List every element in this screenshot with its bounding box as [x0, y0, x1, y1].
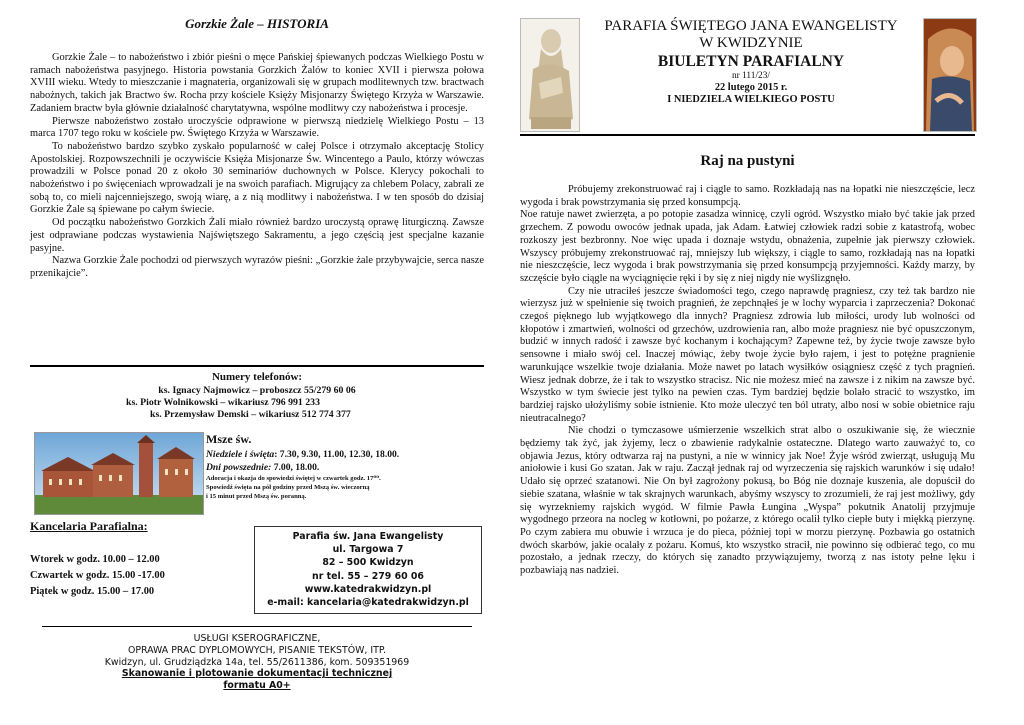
ksero-line-3: Kwidzyn, ul. Grudziądzka 14a, tel. 55/2611386, kom. 509351969 — [104, 656, 410, 668]
header-issue: nr 111/23/ — [731, 71, 771, 81]
header-divider — [520, 134, 975, 136]
article-title: Raj na pustyni — [700, 153, 795, 169]
history-paragraph-3: To nabożeństwo bardzo szybko zyskało popularność w całej Polsce i otrzymało akceptację Stolicy Apostolskiej. Rozpowszechnili je oczywiście Księża Misjonarze Św. Wincentego a Paulo, którzy wówczas prowadzili w Polsce ponad 20 z około 30 seminariów duchownych w Polsce. Klerycy pokochali to nabożeństwo i po święceniach wprowadzali je na swoich parafiach. Migrujący za chlebem Polacy, zabrali ze sobą to, co mieli najcenniejszego, swoją wiarę, a z nią modlitwy i nabożeństwa. I w ten sposób do dzisiaj Gorzkie Żale są śpiewane po całym świecie. — [30, 140, 484, 216]
address-line-1: Parafia św. Jana Ewangelisty — [292, 531, 444, 542]
saint-statue-image — [520, 18, 580, 132]
castle-illustration — [35, 433, 203, 514]
header-city: W KWIDZYNIE — [699, 35, 803, 51]
article-paragraph-1: Próbujemy zrekonstruować raj i ciągle to samo. Rozkładają nas na łopatki nie nieszczęście, lecz wygoda i brak powstrzymania się przed konsumpcją. — [520, 184, 975, 208]
article-paragraph-4: Nie chodzi o tymczasowe uśmierzenie wszelkich strat albo o oszukiwanie się, że wiecznie będziemy tak żyć, jak żyjemy, lecz o zbawienie radykalnie ostateczne. Dlatego warto zauważyć to, co objawia Jezus, który odtwarza raj na pustyni, a nie w winnicy jak Noe! Żyje wśród zwierząt, usługują Mu aniołowie i kusi Go szatan. Jak w raju. Zaczął jednak raj od wyrzeczenia się rajskich warunków i się udało! Udało się oprzeć szatanowi. Nie On był zagrożony pokusą, bo Bóg nie doznaje kuszenia, ale dopuścił do siebie szatana, właśnie w tak skrajnych warunkach, abyśmy wszyscy to zrozumieli, że raj jest możliwy, gdy się wyrzekniemy rajskich wygód. W filmie Pawła Łungina „Wyspa” pokutnik Anatolij przyjmuje wygodnego przeora na nocleg w kotłowni, po pożarze, z którego ocalił tylko ciepłe buty i miękką pierzynę. Po czym zabiera mu obuwie i wrzuca je do pieca, później topi w morzu pierzynę. Pozbawia go ostatnich dwóch skarbów, jakie ocalały z pożaru. Komuś, kto wszystko stracił, nie powinno się odbierać tego, co mu pozostało, a jednak rzeczy, do których się zanadto przywiązujemy, tworzą z nas istoty pełne lęku i pozbawiają nas nadziei. — [520, 425, 975, 577]
mass-note-1: Adoracja i okazja do spowiedzi świętej w czwartek godz. 17⁰⁰. — [206, 475, 381, 482]
ksero-bold-2: formatu A0+ — [223, 680, 291, 692]
phone-line-2: ks. Piotr Wolnikowski – wikariusz 796 991 233 — [126, 397, 320, 408]
mass-title: Msze św. — [206, 432, 252, 446]
website-link[interactable]: www.katedrakwidzyn.pl — [304, 583, 432, 595]
office-title: Kancelaria Parafialna: — [30, 519, 148, 533]
history-paragraph-1: Gorzkie Żale – to nabożeństwo i zbiór pieśni o męce Pańskiej śpiewanych podczas Wielkiego Postu w ramach nabożeństwa pasyjnego. Historia powstania Gorzkich Żalów to koniec XVII i pierwsza połowa XVIII wieku. Wtedy to mieszczanie i magnateria, organizowali się w grupach modlitewnych tzw. bractwach nabożnych, takich jak Bractwo św. Rocha przy kościele Księży Misjonarzy Świętego Krzyża w Warszawie. Zadaniem bractw była głównie działalność charytatywna, wspólne modlitwy czy nabożeństwa i procesje. — [30, 52, 484, 114]
castle-photo — [34, 432, 204, 515]
history-paragraph-4: Od początku nabożeństwo Gorzkich Żali miało również bardzo uroczystą oprawę liturgiczną. Zawsze jest odprawiane podczas wystawienia Najświętszego Sakramentu, a jego częścią jest specjalne kazanie pasyjne. — [30, 217, 484, 254]
mass-times — [206, 432, 486, 502]
history-title: Gorzkie Żale – HISTORIA — [185, 16, 329, 31]
mass-weekday-times: 7.00, 18.00. — [271, 462, 320, 473]
office-hours-3: Piątek w godz. 15.00 – 17.00 — [30, 586, 155, 597]
mass-weekday-label: Dni powszednie: — [206, 462, 272, 473]
mass-note-3: i 15 minut przed Mszą św. poranną. — [206, 493, 307, 501]
header-bulletin-title: BIULETYN PARAFIALNY — [657, 53, 845, 70]
left-column — [30, 14, 484, 692]
history-paragraph-2: Pierwsze nabożeństwo zostało uroczyście odprawione w pierwszą niedzielę Wielkiego Postu – 13 marca 1707 tego roku w kościele pw. Świętego Krzyża w Warszawie. — [30, 115, 484, 140]
header-text — [582, 18, 920, 106]
xerox-services-ad — [42, 626, 472, 692]
header-occasion: I NIEDZIELA WIELKIEGO POSTU — [667, 94, 835, 105]
phone-line-3: ks. Przemysław Demski – wikariusz 512 774 377 — [150, 409, 351, 420]
phone-line-1: ks. Ignacy Najmowicz – proboszcz 55/279 60 06 — [158, 385, 356, 396]
parish-address-box — [254, 526, 482, 614]
address-line-3: 82 – 500 Kwidzyn — [322, 557, 414, 569]
mass-note-2: Spowiedź święta na pół godziny przed Mszą św. wieczorną — [206, 484, 370, 492]
mass-sunday-label: Niedziele i święta — [206, 449, 275, 460]
ksero-line-1: USŁUGI KSEROGRAFICZNE, — [193, 633, 321, 644]
office-hours-2: Czwartek w godz. 15.00 -17.00 — [30, 570, 165, 581]
email-link[interactable]: e-mail: kancelaria@katedrakwidzyn.pl — [267, 597, 469, 609]
article-paragraph-2: Noe ratuje nawet zwierzęta, a po potopie zasadza winnicę, czyli ogród. Wszystko miało być takie jak przed grzechem. Z powodu owoców jednak upada, jak Adam. Łatwiej człowiek radzi sobie z katastrofą, wobec rozkoszy jest bezbronny. Noe więc upada i doznaje wstydu, obnażenia, zupełnie jak pierwszy człowiek. Wszyscy próbujemy zrekonstruować raj, mniejszy lub większy, i ciągle to samo, rozkładają nas na łopatki nie nieszczęście, lecz wygoda i brak powstrzymania się przed konsumpcją przyjemności. Każdy marzy, by szczęście było ciągle na wyciągnięcie ręki i by się z niej nigdy nie wyślizgnęło. — [520, 209, 975, 284]
article-paragraph-3: Czy nie utraciłeś jeszcze świadomości tego, czego naprawdę pragniesz, czy też tak bardzo nie wierzysz już w spełnienie się twoich pragnień, że zepchnąłeś je w lochy wyparcia i zaprzeczenia? Dokonać czegoś pięknego lub wyjątkowego dla innych? Pragniesz zdrowia lub miłości, urody lub wolności od kłopotów i zmartwień, wolności od grzechów, uzdrowienia ran, albo może pragniesz nie być opuszczonym, budzić w innych radość i zawsze być kochanym i kochającym? Zapewne też, by życie twoje zawsze było sensowne i miało swój cel. Inaczej mówiąc, żeby twoje życie było rajem, i jest to potężne pragnienie warunkujące wszelkie twoje działania. Może nawet po latach wysiłków osiągniesz część z tych pragnień. Wiesz jednak dobrze, że i tak to wszystko stracisz. Nic nie możesz mieć na zawsze i z nikim na zawsze być. Wszystko w tym świecie jest tylko na pewien czas. Tym bardziej będzie bolało stracić to wszystko, im bardziej rajsko ułożyliśmy sobie istnienie. Kto może uleczyć ten ból utraty, albo nosi w sobie obietnice raju nieutracalnego? — [520, 285, 975, 424]
bulletin-header — [520, 14, 975, 132]
article-body — [520, 184, 975, 578]
header-date: 22 lutego 2015 r. — [714, 82, 788, 93]
phones-title: Numery telefonów: — [211, 371, 303, 383]
address-line-2: ul. Targowa 7 — [332, 544, 404, 556]
phone-numbers-box — [30, 365, 484, 421]
office-hours-1: Wtorek w godz. 10.00 – 12.00 — [30, 554, 160, 565]
history-paragraph-5: Nazwa Gorzkie Żale pochodzi od pierwszych wyrazów pieśni: „Gorzkie żale przybywajcie, serca nasze przenikajcie”. — [30, 255, 484, 279]
address-line-4: nr tel. 55 – 279 60 06 — [312, 570, 424, 582]
mass-sunday — [206, 448, 486, 461]
madonna-painting-image — [923, 18, 977, 132]
office-hours — [30, 519, 240, 600]
mass-weekday — [206, 461, 486, 474]
ksero-line-2: OPRAWA PRAC DYPLOMOWYCH, PISANIE TEKSTÓW, ITP. — [127, 644, 387, 656]
header-parish-name: PARAFIA ŚWIĘTEGO JANA EWANGELISTY — [604, 18, 898, 34]
mass-sunday-times: : 7.30, 9.30, 11.00, 12.30, 18.00. — [274, 449, 400, 460]
ksero-bold-1: Skanowanie i plotowanie dokumentacji technicznej — [121, 668, 393, 680]
